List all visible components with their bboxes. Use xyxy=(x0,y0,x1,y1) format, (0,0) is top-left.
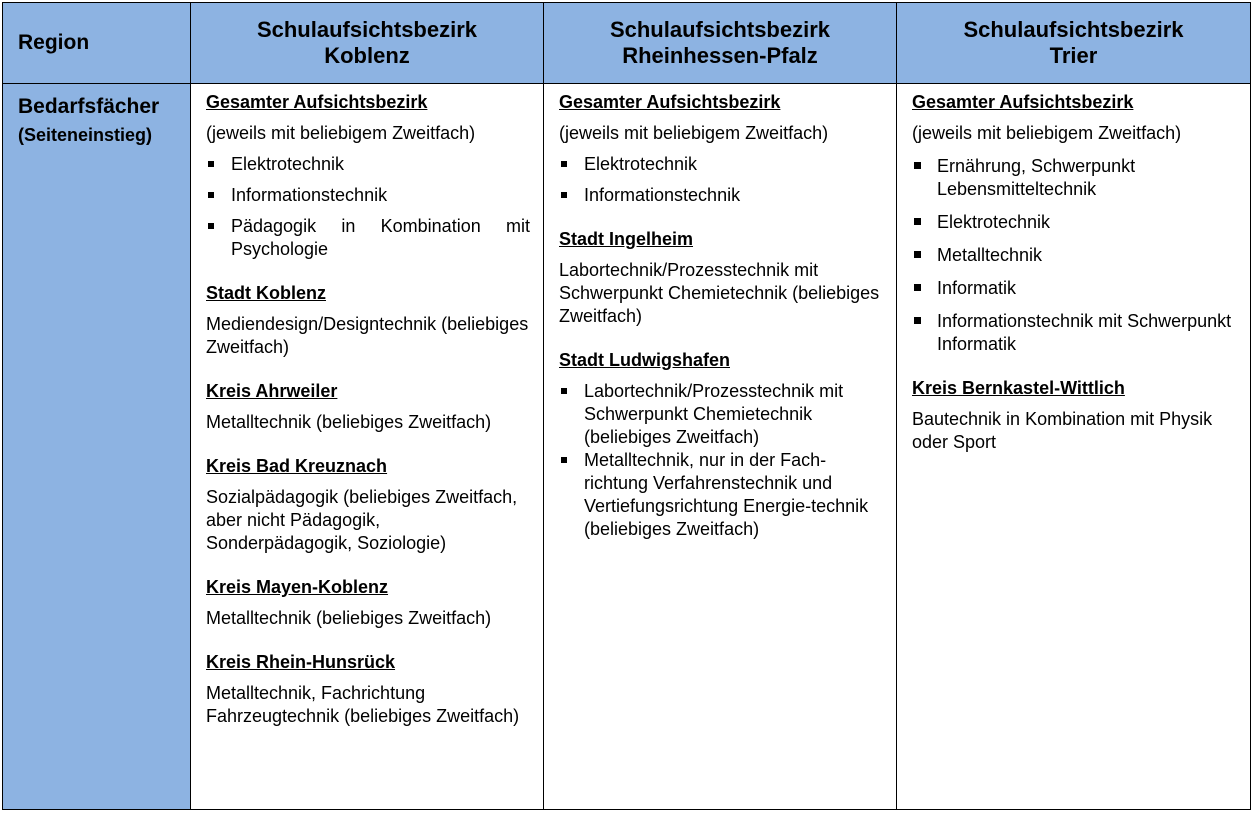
subject-list xyxy=(559,153,883,207)
header-row xyxy=(3,3,1251,84)
section-note: (jeweils mit beliebigem Zweitfach) xyxy=(912,123,1182,143)
koblenz-section-mayen-koblenz xyxy=(206,576,530,630)
section-text: Metalltechnik (beliebiges Zweitfach) xyxy=(206,412,492,432)
row-label-title: Bedarfsfächer xyxy=(18,95,160,118)
list-item: Informationstechnik xyxy=(206,184,530,207)
list-item: Ernährung, Schwerpunkt Lebensmitteltechnik xyxy=(912,155,1237,201)
koblenz-section-rhein-hunsrueck xyxy=(206,651,530,728)
list-item: Metalltechnik xyxy=(912,244,1237,267)
row-label-subtitle: (Seiteneinstieg) xyxy=(18,125,153,145)
rheinhessen-section-ingelheim xyxy=(559,228,883,328)
list-item: Informationstechnik xyxy=(559,184,883,207)
koblenz-general-section xyxy=(206,91,530,261)
list-item: Elektrotechnik xyxy=(912,211,1237,234)
rheinhessen-section-ludwigshafen xyxy=(559,349,883,541)
section-text: Bautechnik in Kombination mit Physik oder Sport xyxy=(912,409,1213,452)
list-item: Informatik xyxy=(912,277,1237,300)
subject-list xyxy=(559,380,883,541)
subject-list xyxy=(912,155,1237,356)
section-title: Kreis Ahrweiler xyxy=(206,381,338,401)
section-title: Gesamter Aufsichtsbezirk xyxy=(559,92,781,112)
section-text: Sozialpädagogik (beliebiges Zweitfach, aber nicht Pädagogik, Sonderpädagogik, Soziologie) xyxy=(206,487,518,553)
section-text: Labortechnik/Prozesstechnik mit Schwerpunkt Chemietechnik (beliebiges Zweitfach) xyxy=(559,260,880,326)
section-title: Kreis Rhein-Hunsrück xyxy=(206,652,396,672)
district-header-koblenz xyxy=(191,3,544,84)
trier-section-bernkastel-wittlich xyxy=(912,377,1237,454)
koblenz-section-stadt-koblenz xyxy=(206,282,530,359)
row-label-cell xyxy=(3,84,191,810)
section-title: Stadt Ludwigshafen xyxy=(559,350,730,370)
list-item: Elektrotechnik xyxy=(206,153,530,176)
demand-subjects-table xyxy=(2,2,1251,810)
list-item: Labortechnik/Prozesstechnik mit Schwerpunkt Chemietechnik (beliebiges Zweitfach) xyxy=(559,380,883,449)
district-header-line2: Trier xyxy=(1049,43,1098,68)
section-note: (jeweils mit beliebigem Zweitfach) xyxy=(559,123,829,143)
district-header-line1: Schulaufsichtsbezirk xyxy=(609,17,831,42)
district-header-line1: Schulaufsichtsbezirk xyxy=(963,17,1184,42)
koblenz-section-bad-kreuznach xyxy=(206,455,530,555)
trier-general-section xyxy=(912,91,1237,356)
section-note: (jeweils mit beliebigem Zweitfach) xyxy=(206,123,476,143)
content-row xyxy=(3,84,1251,810)
section-title: Gesamter Aufsichtsbezirk xyxy=(206,92,428,112)
region-header: Region xyxy=(3,3,191,84)
section-title: Gesamter Aufsichtsbezirk xyxy=(912,92,1134,112)
rheinhessen-general-section xyxy=(559,91,883,207)
subject-list xyxy=(206,153,530,261)
district-header-line2: Rheinhessen-Pfalz xyxy=(622,43,818,68)
section-title: Stadt Koblenz xyxy=(206,283,326,303)
list-item: Metalltechnik, nur in der Fach-richtung Verfahrenstechnik und Vertiefungsrichtung Energie-technik (beliebiges Zweitfach) xyxy=(559,449,883,541)
list-item: Informationstechnik mit Schwerpunkt Informatik xyxy=(912,310,1237,356)
district-header-line2: Koblenz xyxy=(324,43,410,68)
trier-cell xyxy=(897,84,1251,810)
section-text: Metalltechnik (beliebiges Zweitfach) xyxy=(206,608,492,628)
section-text: Mediendesign/Designtechnik (beliebiges Zweitfach) xyxy=(206,314,529,357)
list-item: Elektrotechnik xyxy=(559,153,883,176)
district-header-trier xyxy=(897,3,1251,84)
section-title: Stadt Ingelheim xyxy=(559,229,694,249)
rheinhessen-pfalz-cell xyxy=(544,84,897,810)
section-title: Kreis Bad Kreuznach xyxy=(206,456,388,476)
district-header-line1: Schulaufsichtsbezirk xyxy=(256,17,478,42)
koblenz-section-ahrweiler xyxy=(206,380,530,434)
section-text: Metalltechnik, Fachrichtung Fahrzeugtechnik (beliebiges Zweitfach) xyxy=(206,683,520,726)
section-title: Kreis Mayen-Koblenz xyxy=(206,577,389,597)
list-item: Pädagogik in Kombination mit Psychologie xyxy=(206,215,530,261)
koblenz-cell xyxy=(191,84,544,810)
section-title: Kreis Bernkastel-Wittlich xyxy=(912,378,1125,398)
district-header-rheinhessen-pfalz xyxy=(544,3,897,84)
